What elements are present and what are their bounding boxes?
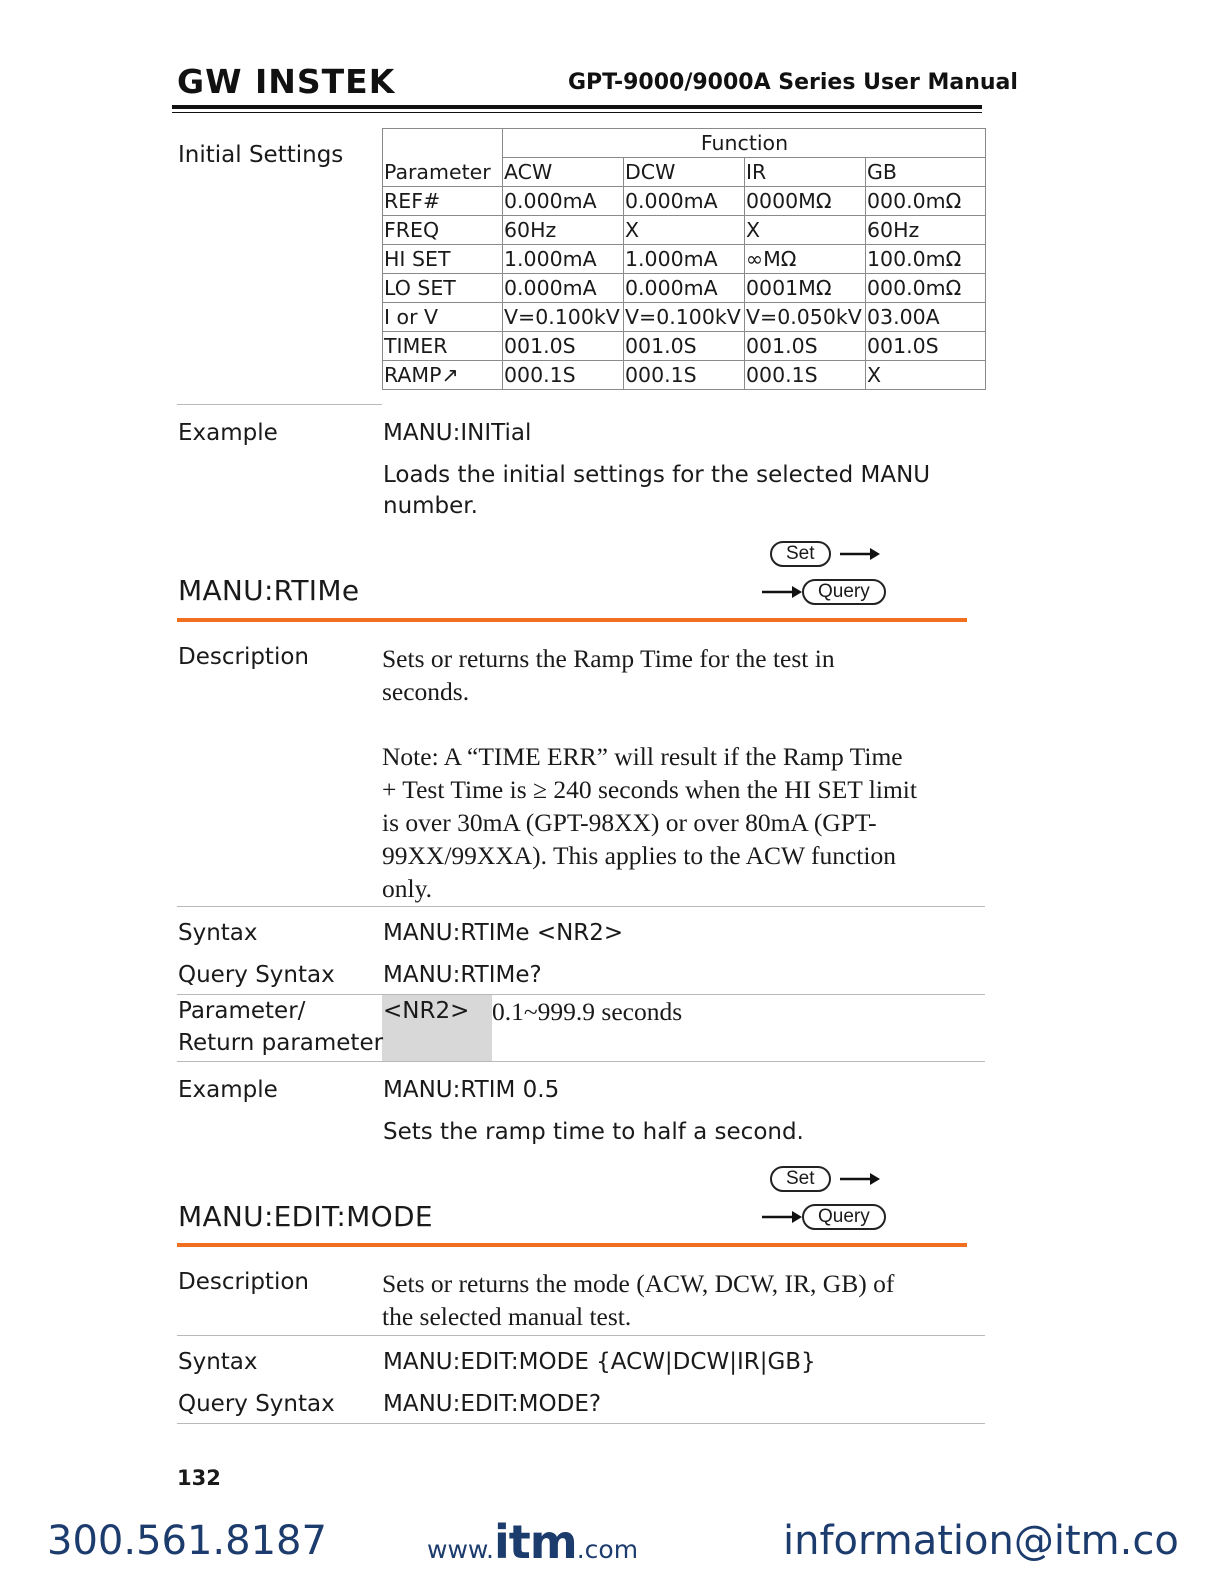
table-cell: 0.000mA <box>624 274 745 303</box>
footer-email-link[interactable]: information@itm.co <box>783 1518 1179 1564</box>
table-cell: 001.0S <box>624 332 745 361</box>
table-cell: 0.000mA <box>624 187 745 216</box>
query-arrow-icon <box>762 1208 804 1226</box>
column-header: ACW <box>503 158 624 187</box>
syntax-value: MANU:RTIMe <NR2> <box>383 920 624 946</box>
command-title-underline <box>177 1243 967 1247</box>
section-divider <box>177 1061 985 1062</box>
table-cell: REF# <box>383 187 503 216</box>
table-row <box>383 187 986 216</box>
table-row <box>383 216 986 245</box>
command-title-underline <box>177 618 967 622</box>
url-brand: itm <box>494 1515 577 1569</box>
column-header: DCW <box>624 158 745 187</box>
command-title: MANU:RTIMe <box>178 574 360 607</box>
syntax-label: Syntax <box>178 1349 258 1375</box>
table-cell: X <box>624 216 745 245</box>
table-cell: LO SET <box>383 274 503 303</box>
page-number: 132 <box>177 1466 221 1490</box>
table-header-row <box>383 158 986 187</box>
example-description: Loads the initial settings for the selected MANU <box>383 462 931 488</box>
note-line: Note: A “TIME ERR” will result if the Ramp Time <box>382 742 903 771</box>
column-header: Parameter <box>383 158 503 187</box>
syntax-value: MANU:EDIT:MODE {ACW|DCW|IR|GB} <box>383 1349 816 1375</box>
table-cell: 000.0mΩ <box>866 274 986 303</box>
table-cell: 001.0S <box>745 332 866 361</box>
parameter-name: <NR2> <box>383 998 470 1024</box>
example-description: Sets the ramp time to half a second. <box>383 1119 804 1145</box>
document-title: GPT-9000/9000A Series User Manual <box>568 70 1018 95</box>
table-row <box>383 332 986 361</box>
section-divider <box>177 404 382 405</box>
table-cell: 000.1S <box>745 361 866 390</box>
table-cell: V=0.050kV <box>745 303 866 332</box>
query-syntax-label: Query Syntax <box>178 1391 335 1417</box>
example-label: Example <box>178 1077 278 1103</box>
header-rule-thin <box>172 112 982 113</box>
query-badge: Query <box>802 579 886 605</box>
note-line: only. <box>382 874 433 903</box>
brand-logo: GW INSTEK <box>177 62 396 101</box>
example-command: MANU:RTIM 0.5 <box>383 1077 560 1103</box>
section-divider <box>177 1423 985 1424</box>
note-line: is over 30mA (GPT-98XX) or over 80mA (GPT- <box>382 808 877 837</box>
query-syntax-value: MANU:RTIMe? <box>383 962 542 988</box>
set-arrow-icon <box>840 1170 882 1188</box>
table-cell: FREQ <box>383 216 503 245</box>
description-line: Sets or returns the mode (ACW, DCW, IR, GB) of <box>382 1269 895 1298</box>
syntax-label: Syntax <box>178 920 258 946</box>
description-text <box>382 1267 982 1333</box>
return-parameter-label: Return parameter <box>178 1030 384 1056</box>
parameter-description: 0.1~999.9 seconds <box>492 997 683 1026</box>
table-cell: 001.0S <box>503 332 624 361</box>
set-arrow-icon <box>840 545 882 563</box>
description-label: Description <box>178 644 309 670</box>
command-title: MANU:EDIT:MODE <box>178 1200 433 1233</box>
example-description-cont: number. <box>383 493 478 519</box>
table-cell: 0.000mA <box>503 187 624 216</box>
table-cell: 000.1S <box>624 361 745 390</box>
initial-settings-table <box>382 128 986 390</box>
column-header: IR <box>745 158 866 187</box>
table-header-row <box>383 129 986 158</box>
example-label: Example <box>178 420 278 446</box>
footer-phone[interactable]: 300.561.8187 <box>47 1518 327 1564</box>
set-badge: Set <box>770 1166 831 1192</box>
table-cell: HI SET <box>383 245 503 274</box>
table-row <box>383 274 986 303</box>
table-cell: 0.000mA <box>503 274 624 303</box>
note-line: + Test Time is ≥ 240 seconds when the HI SET limit <box>382 775 917 804</box>
table-cell: I or V <box>383 303 503 332</box>
section-divider <box>177 1335 985 1336</box>
description-text <box>382 642 982 905</box>
query-arrow-icon <box>762 583 804 601</box>
table-cell: X <box>745 216 866 245</box>
table-cell: 60Hz <box>866 216 986 245</box>
note-line: 99XX/99XXA). This applies to the ACW function <box>382 841 896 870</box>
description-line: seconds. <box>382 677 470 706</box>
query-syntax-value: MANU:EDIT:MODE? <box>383 1391 602 1417</box>
query-badge: Query <box>802 1204 886 1230</box>
table-row <box>383 303 986 332</box>
query-syntax-label: Query Syntax <box>178 962 335 988</box>
table-cell: 03.00A <box>866 303 986 332</box>
table-cell: 1.000mA <box>624 245 745 274</box>
column-header: GB <box>866 158 986 187</box>
section-divider <box>177 906 985 907</box>
table-cell: RAMP↗ <box>383 361 503 390</box>
table-row <box>383 245 986 274</box>
table-cell: 000.0mΩ <box>866 187 986 216</box>
table-cell: X <box>866 361 986 390</box>
initial-settings-label: Initial Settings <box>178 142 344 168</box>
table-cell: 001.0S <box>866 332 986 361</box>
table-cell: V=0.100kV <box>503 303 624 332</box>
table-cell: V=0.100kV <box>624 303 745 332</box>
description-line: the selected manual test. <box>382 1302 632 1331</box>
table-cell: ∞MΩ <box>745 245 866 274</box>
table-cell: 0000MΩ <box>745 187 866 216</box>
table-cell: 1.000mA <box>503 245 624 274</box>
url-suffix: .com <box>576 1535 639 1564</box>
header-rule <box>172 105 982 109</box>
table-cell <box>383 129 503 158</box>
table-cell: 0001MΩ <box>745 274 866 303</box>
table-row <box>383 361 986 390</box>
set-badge: Set <box>770 541 831 567</box>
example-command: MANU:INITial <box>383 420 532 446</box>
function-header: Function <box>503 129 986 158</box>
table-cell: 100.0mΩ <box>866 245 986 274</box>
parameter-label: Parameter/ <box>178 998 306 1024</box>
footer-website-link[interactable] <box>427 1515 638 1569</box>
description-line: Sets or returns the Ramp Time for the test in <box>382 644 835 673</box>
description-label: Description <box>178 1269 309 1295</box>
table-cell: 000.1S <box>503 361 624 390</box>
table-cell: 60Hz <box>503 216 624 245</box>
url-prefix: www. <box>427 1535 494 1564</box>
table-cell: TIMER <box>383 332 503 361</box>
